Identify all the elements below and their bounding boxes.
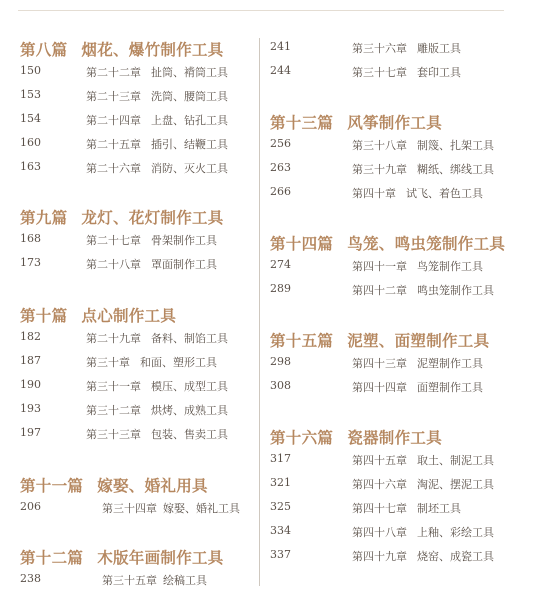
- page-number: 298: [270, 355, 291, 368]
- chapter-number: 第三十四章: [102, 502, 157, 515]
- part-title: 烟花、爆竹制作工具: [81, 41, 224, 59]
- chapter-number: 第四十七章: [352, 502, 407, 515]
- chapter-title: 淘泥、摆泥工具: [417, 478, 494, 491]
- page-number: 182: [20, 330, 41, 343]
- part-heading: [20, 546, 224, 568]
- page-number: 173: [20, 256, 41, 269]
- chapter-title: 骨架制作工具: [151, 234, 217, 247]
- page-number: 241: [270, 40, 291, 53]
- page-number: 168: [20, 232, 41, 245]
- page-number: 334: [270, 524, 291, 537]
- part-title: 木版年画制作工具: [97, 549, 224, 567]
- chapter-number: 第四十四章: [352, 381, 407, 394]
- chapter-title: 和面、塑形工具: [140, 356, 217, 369]
- chapter-number: 第二十七章: [86, 234, 141, 247]
- page-number: 150: [20, 64, 41, 77]
- part-number: 第九篇: [20, 209, 68, 227]
- chapter-title: 糊纸、绑线工具: [417, 163, 494, 176]
- page-number: 193: [20, 402, 41, 415]
- chapter-number: 第四十五章: [352, 454, 407, 467]
- toc-right-column: [260, 0, 520, 601]
- page-number: 337: [270, 548, 291, 561]
- part-number: 第十一篇: [20, 477, 84, 495]
- chapter-title: 取土、制泥工具: [417, 454, 494, 467]
- page-number: 274: [270, 258, 291, 271]
- chapter-title: 洗筒、腰筒工具: [151, 90, 228, 103]
- chapter-title: 鸟笼制作工具: [417, 260, 483, 273]
- chapter-title: 包装、售卖工具: [151, 428, 228, 441]
- chapter-number: 第四十八章: [352, 526, 407, 539]
- part-heading: [270, 111, 442, 133]
- page-number: 317: [270, 452, 291, 465]
- page-number: 187: [20, 354, 41, 367]
- page-number: 206: [20, 500, 41, 513]
- page-number: 163: [20, 160, 41, 173]
- chapter-title: 鸣虫笼制作工具: [417, 284, 494, 297]
- chapter-number: 第二十二章: [86, 66, 141, 79]
- chapter-title: 面塑制作工具: [417, 381, 483, 394]
- page-number: 308: [270, 379, 291, 392]
- chapter-title: 套印工具: [417, 66, 461, 79]
- part-title: 点心制作工具: [81, 307, 177, 325]
- page-number: 197: [20, 426, 41, 439]
- part-title: 鸟笼、鸣虫笼制作工具: [347, 235, 506, 253]
- chapter-number: 第二十九章: [86, 332, 141, 345]
- part-title: 泥塑、面塑制作工具: [347, 332, 490, 350]
- part-number: 第八篇: [20, 41, 68, 59]
- chapter-title: 制坯工具: [417, 502, 461, 515]
- page-number: 153: [20, 88, 41, 101]
- page-number: 160: [20, 136, 41, 149]
- chapter-title: 扯筒、褙筒工具: [151, 66, 228, 79]
- page-number: 266: [270, 185, 291, 198]
- chapter-number: 第三十九章: [352, 163, 407, 176]
- chapter-title: 烘烤、成熟工具: [151, 404, 228, 417]
- page-number: 154: [20, 112, 41, 125]
- chapter-number: 第三十章: [86, 356, 130, 369]
- chapter-number: 第三十三章: [86, 428, 141, 441]
- chapter-title: 模压、成型工具: [151, 380, 228, 393]
- chapter-title: 雕版工具: [417, 42, 461, 55]
- chapter-title: 备料、制馅工具: [151, 332, 228, 345]
- toc-left-column: [0, 0, 260, 601]
- chapter-title: 绘稿工具: [163, 574, 207, 587]
- page-number: 244: [270, 64, 291, 77]
- chapter-number: 第三十七章: [352, 66, 407, 79]
- part-heading: [270, 426, 442, 448]
- part-number: 第十篇: [20, 307, 68, 325]
- page-number: 325: [270, 500, 291, 513]
- page-number: 190: [20, 378, 41, 391]
- part-number: 第十三篇: [270, 114, 334, 132]
- chapter-title: 罩面制作工具: [151, 258, 217, 271]
- chapter-number: 第三十一章: [86, 380, 141, 393]
- part-heading: [20, 206, 224, 228]
- chapter-number: 第三十五章: [102, 574, 157, 587]
- part-number: 第十六篇: [270, 429, 334, 447]
- chapter-title: 上盘、钻孔工具: [151, 114, 228, 127]
- part-heading: [20, 474, 208, 496]
- part-title: 嫁娶、婚礼用具: [97, 477, 208, 495]
- part-number: 第十四篇: [270, 235, 334, 253]
- chapter-title: 制篾、扎架工具: [417, 139, 494, 152]
- chapter-title: 上釉、彩绘工具: [417, 526, 494, 539]
- chapter-number: 第二十八章: [86, 258, 141, 271]
- page-number: 321: [270, 476, 291, 489]
- chapter-title: 试飞、着色工具: [406, 187, 483, 200]
- part-number: 第十五篇: [270, 332, 334, 350]
- chapter-number: 第二十四章: [86, 114, 141, 127]
- part-title: 龙灯、花灯制作工具: [81, 209, 224, 227]
- chapter-number: 第二十三章: [86, 90, 141, 103]
- chapter-title: 插引、结鞭工具: [151, 138, 228, 151]
- chapter-number: 第二十六章: [86, 162, 141, 175]
- part-number: 第十二篇: [20, 549, 84, 567]
- chapter-number: 第四十九章: [352, 550, 407, 563]
- part-heading: [20, 304, 176, 326]
- part-title: 瓷器制作工具: [347, 429, 443, 447]
- chapter-number: 第三十二章: [86, 404, 141, 417]
- page-number: 256: [270, 137, 291, 150]
- chapter-number: 第四十章: [352, 187, 396, 200]
- chapter-number: 第四十二章: [352, 284, 407, 297]
- chapter-number: 第二十五章: [86, 138, 141, 151]
- part-heading: [270, 329, 489, 351]
- chapter-number: 第四十一章: [352, 260, 407, 273]
- chapter-title: 烧窑、成瓷工具: [417, 550, 494, 563]
- chapter-number: 第三十八章: [352, 139, 407, 152]
- page-number: 289: [270, 282, 291, 295]
- chapter-title: 泥塑制作工具: [417, 357, 483, 370]
- part-heading: [20, 38, 224, 60]
- part-heading: [270, 232, 505, 254]
- chapter-title: 嫁娶、婚礼工具: [163, 502, 240, 515]
- page-number: 263: [270, 161, 291, 174]
- part-title: 风筝制作工具: [347, 114, 443, 132]
- chapter-number: 第四十三章: [352, 357, 407, 370]
- chapter-title: 消防、灭火工具: [151, 162, 228, 175]
- chapter-number: 第三十六章: [352, 42, 407, 55]
- chapter-number: 第四十六章: [352, 478, 407, 491]
- page-number: 238: [20, 572, 41, 585]
